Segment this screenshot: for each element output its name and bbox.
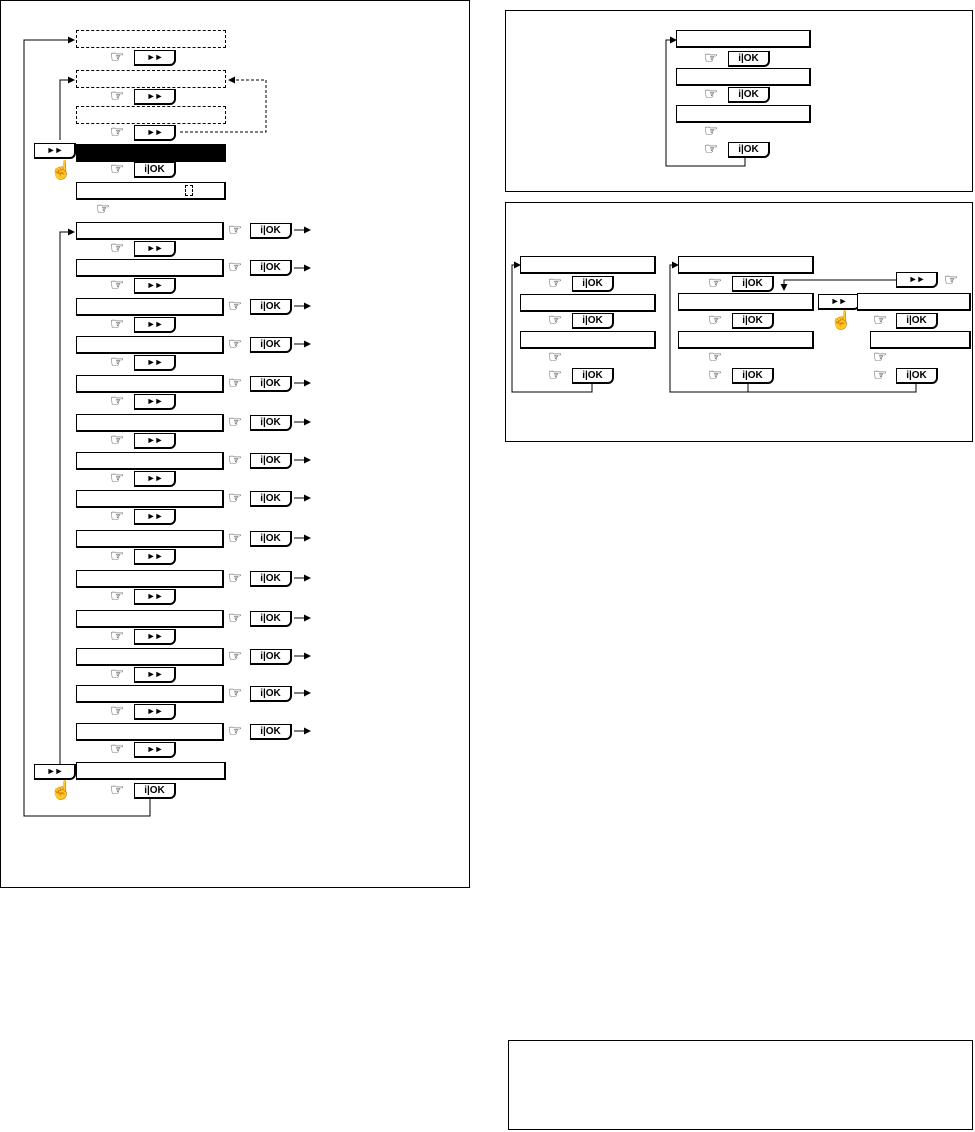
dashed-menu-item-3 xyxy=(76,106,226,124)
pointing-hand-icon: ☞ xyxy=(548,367,563,384)
ok-button[interactable]: i|OK xyxy=(250,415,292,431)
pointing-hand-icon: ☞ xyxy=(228,336,243,353)
pointing-hand-icon: ☞ xyxy=(228,610,243,627)
selected-menu-item xyxy=(76,144,226,162)
pointing-hand-icon: ☞ xyxy=(228,375,243,392)
pointing-hand-icon: ☞ xyxy=(704,86,719,103)
center-column-item-3 xyxy=(678,331,814,349)
center-column-item-1 xyxy=(678,256,814,274)
last-menu-item xyxy=(76,762,226,780)
left-column-item-3 xyxy=(520,331,656,349)
pointing-hand-icon: ☞ xyxy=(110,88,125,105)
pointing-hand-icon: ☞ xyxy=(110,628,125,645)
ok-button[interactable]: i|OK xyxy=(728,51,770,67)
ok-button[interactable]: i|OK xyxy=(250,724,292,740)
ok-button[interactable]: i|OK xyxy=(732,368,774,384)
next-button[interactable]: ►► xyxy=(818,294,860,310)
pointing-hand-icon: ☞ xyxy=(228,685,243,702)
right-column-item-2 xyxy=(870,331,971,349)
ok-button[interactable]: i|OK xyxy=(728,142,770,158)
pointing-hand-icon: ☞ xyxy=(110,470,125,487)
finger-up-icon: ☝ xyxy=(830,310,853,330)
ok-button[interactable]: i|OK xyxy=(250,223,292,239)
ok-button[interactable]: i|OK xyxy=(250,337,292,353)
pointing-hand-icon: ☞ xyxy=(110,354,125,371)
ok-button[interactable]: i|OK xyxy=(732,276,774,292)
ok-button[interactable]: i|OK xyxy=(250,649,292,665)
next-button[interactable]: ►► xyxy=(134,471,176,487)
ok-button[interactable]: i|OK xyxy=(572,368,614,384)
option-item xyxy=(76,259,224,277)
pointing-hand-icon: ☞ xyxy=(708,367,723,384)
option-item xyxy=(76,610,224,628)
ok-button[interactable]: i|OK xyxy=(250,299,292,315)
finger-up-icon: ☝ xyxy=(50,780,73,800)
pointing-hand-icon: ☞ xyxy=(548,275,563,292)
pointing-hand-icon: ☞ xyxy=(873,349,888,366)
pointing-hand-icon: ☞ xyxy=(228,723,243,740)
pointing-hand-icon: ☞ xyxy=(228,222,243,239)
pointing-hand-icon: ☞ xyxy=(110,124,125,141)
pointing-hand-icon: ☞ xyxy=(228,530,243,547)
pointing-hand-icon: ☞ xyxy=(110,316,125,333)
next-button[interactable]: ►► xyxy=(134,589,176,605)
pointing-hand-icon: ☞ xyxy=(110,240,125,257)
ok-button[interactable]: i|OK xyxy=(250,453,292,469)
pointing-hand-icon: ☞ xyxy=(708,275,723,292)
left-column-item-2 xyxy=(520,294,656,312)
ok-button[interactable]: i|OK xyxy=(250,611,292,627)
pointing-hand-icon: ☞ xyxy=(704,50,719,67)
pointing-hand-icon: ☞ xyxy=(228,298,243,315)
option-item xyxy=(76,298,224,316)
cursor-placeholder xyxy=(185,185,193,196)
next-button[interactable]: ►► xyxy=(134,549,176,565)
pointing-hand-icon: ☞ xyxy=(110,161,125,178)
next-button[interactable]: ►► xyxy=(134,394,176,410)
pointing-hand-icon: ☞ xyxy=(110,393,125,410)
pointing-hand-icon: ☞ xyxy=(228,414,243,431)
next-button[interactable]: ►► xyxy=(134,742,176,758)
side-next-button[interactable]: ►► xyxy=(34,143,76,159)
ok-button[interactable]: i|OK xyxy=(250,531,292,547)
note-box xyxy=(508,1040,973,1130)
next-button[interactable]: ►► xyxy=(134,89,176,105)
pointing-hand-icon: ☞ xyxy=(110,588,125,605)
dashed-menu-item-2 xyxy=(76,70,226,88)
option-item xyxy=(76,490,224,508)
next-button[interactable]: ►► xyxy=(134,667,176,683)
option-item xyxy=(76,723,224,741)
ok-button[interactable]: i|OK xyxy=(572,276,614,292)
ok-button[interactable]: i|OK xyxy=(250,686,292,702)
panel-item-3 xyxy=(676,105,811,123)
option-item xyxy=(76,648,224,666)
next-button[interactable]: ►► xyxy=(134,241,176,257)
pointing-hand-icon: ☞ xyxy=(110,666,125,683)
ok-button[interactable]: i|OK xyxy=(896,368,938,384)
option-item xyxy=(76,414,224,432)
next-button[interactable]: ►► xyxy=(134,629,176,645)
pointing-hand-icon: ☞ xyxy=(228,490,243,507)
ok-button[interactable]: i|OK xyxy=(134,162,176,178)
pointing-hand-icon: ☞ xyxy=(110,741,125,758)
next-button[interactable]: ►► xyxy=(134,278,176,294)
pointing-hand-icon: ☞ xyxy=(228,648,243,665)
finger-up-icon: ☝ xyxy=(50,160,73,180)
left-menu-panel xyxy=(0,0,470,888)
dashed-menu-item-1 xyxy=(76,30,226,48)
panel-item-2 xyxy=(676,68,811,86)
next-button[interactable]: ►► xyxy=(134,355,176,371)
option-item xyxy=(76,336,224,354)
next-button[interactable]: ►► xyxy=(134,704,176,720)
left-column-item-1 xyxy=(520,256,656,274)
ok-button[interactable]: i|OK xyxy=(572,313,614,329)
pointing-hand-icon: ☞ xyxy=(110,432,125,449)
pointing-hand-icon: ☞ xyxy=(110,49,125,66)
right-column-item-1 xyxy=(857,293,971,311)
option-item xyxy=(76,685,224,703)
ok-button[interactable]: i|OK xyxy=(250,260,292,276)
pointing-hand-icon: ☞ xyxy=(708,349,723,366)
ok-button[interactable]: i|OK xyxy=(728,87,770,103)
ok-button[interactable]: i|OK xyxy=(896,313,938,329)
option-item xyxy=(76,452,224,470)
pointing-hand-icon: ☞ xyxy=(110,508,125,525)
pointing-hand-icon: ☞ xyxy=(708,312,723,329)
entry-display xyxy=(76,182,226,200)
option-item xyxy=(76,530,224,548)
option-item xyxy=(76,222,224,240)
ok-button[interactable]: i|OK xyxy=(250,491,292,507)
center-column-item-2 xyxy=(678,293,814,311)
ok-button[interactable]: i|OK xyxy=(134,783,176,799)
pointing-hand-icon: ☞ xyxy=(110,548,125,565)
ok-button[interactable]: i|OK xyxy=(250,376,292,392)
pointing-hand-icon: ☞ xyxy=(704,141,719,158)
pointing-hand-icon: ☞ xyxy=(704,123,719,140)
next-button[interactable]: ►► xyxy=(134,509,176,525)
pointing-hand-icon: ☞ xyxy=(873,312,888,329)
pointing-hand-icon: ☞ xyxy=(548,312,563,329)
option-item xyxy=(76,375,224,393)
pointing-hand-icon: ☞ xyxy=(228,259,243,276)
pointing-hand-icon: ☞ xyxy=(548,349,563,366)
next-button[interactable]: ►► xyxy=(134,50,176,66)
pointing-hand-icon: ☞ xyxy=(944,272,959,289)
ok-button[interactable]: i|OK xyxy=(732,313,774,329)
pointing-hand-icon: ☞ xyxy=(110,782,125,799)
next-button[interactable]: ►► xyxy=(896,272,938,288)
panel-item-1 xyxy=(676,30,811,48)
pointing-hand-icon: ☞ xyxy=(873,367,888,384)
pointing-hand-icon: ☞ xyxy=(96,201,111,218)
pointing-hand-icon: ☞ xyxy=(110,703,125,720)
ok-button[interactable]: i|OK xyxy=(250,571,292,587)
pointing-hand-icon: ☞ xyxy=(228,570,243,587)
pointing-hand-icon: ☞ xyxy=(110,277,125,294)
option-item xyxy=(76,570,224,588)
next-button[interactable]: ►► xyxy=(134,433,176,449)
pointing-hand-icon: ☞ xyxy=(228,452,243,469)
next-button[interactable]: ►► xyxy=(134,125,176,141)
next-button[interactable]: ►► xyxy=(134,317,176,333)
side-next-button[interactable]: ►► xyxy=(34,764,76,780)
